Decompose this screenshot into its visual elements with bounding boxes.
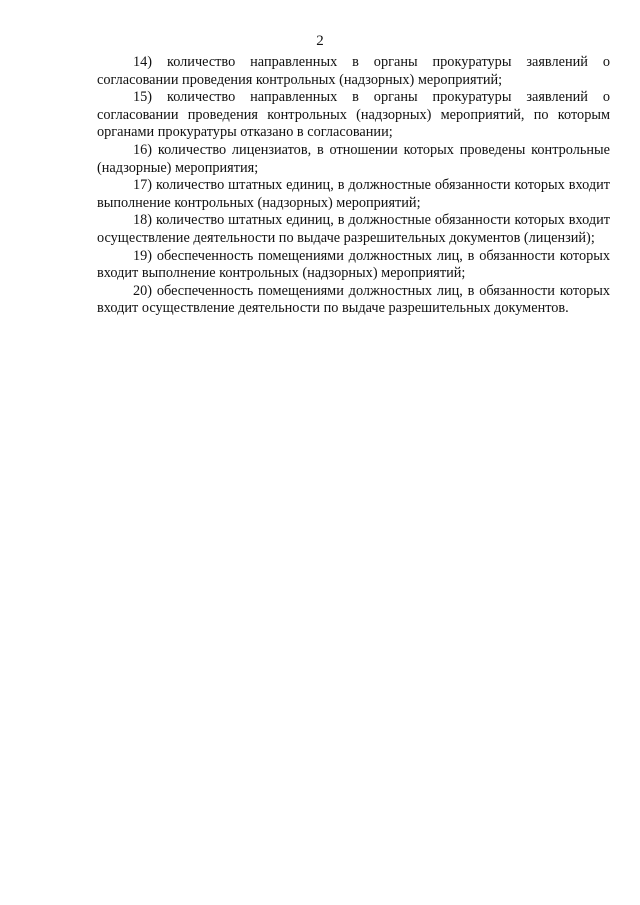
list-item-14: 14) количество направленных в органы прокуратуры заявлений о согласовании проведения контрольных (надзорных) мероприятий; <box>97 54 610 88</box>
list-item-19: 19) обеспеченность помещениями должностных лиц, в обязанности которых входит выполнение контрольных (надзорных) мероприятий; <box>97 247 610 282</box>
list-item-15: 15) количество направленных в органы прокуратуры заявлений о согласовании проведения контрольных (надзорных) мероприятий, по которым органами прокуратуры отказано в согласовании; <box>97 89 610 141</box>
list-item-16: 16) количество лицензиатов, в отношении которых проведены контрольные (надзорные) мероприятия; <box>97 141 610 176</box>
list-item-20: 20) обеспеченность помещениями должностных лиц, в обязанности которых входит осуществление деятельности по выдаче разрешительных документов. <box>97 282 610 317</box>
list-item-17: 17) количество штатных единиц, в должностные обязанности которых входит выполнение контрольных (надзорных) мероприятий; <box>97 177 610 211</box>
page-number: 2 <box>316 33 324 49</box>
list-item-18: 18) количество штатных единиц, в должностные обязанности которых входит осуществление деятельности по выдаче разрешительных документов (лицензий); <box>97 212 610 246</box>
document-body <box>97 54 610 318</box>
